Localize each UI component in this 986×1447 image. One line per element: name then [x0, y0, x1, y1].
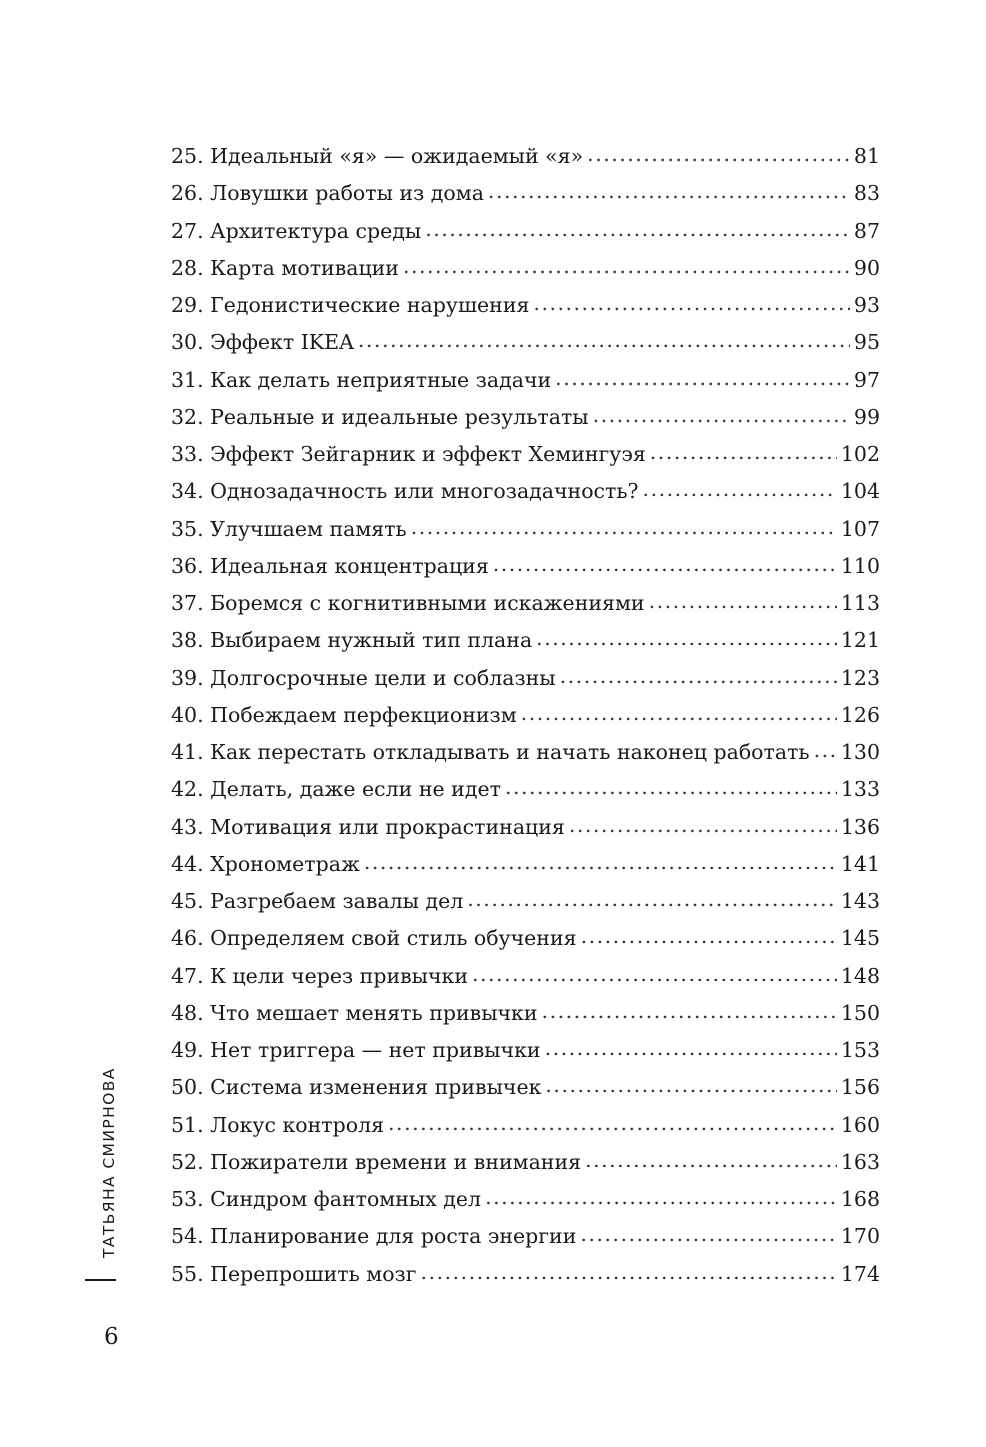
toc-entry: [171, 399, 880, 436]
toc-entry-page: 145: [840, 926, 880, 951]
toc-entry-page: 107: [840, 516, 880, 541]
toc-dot-leader: [505, 769, 837, 806]
toc-entry: [171, 473, 880, 510]
toc-entry-page: 104: [840, 479, 880, 504]
toc-dot-leader: [488, 173, 850, 210]
toc-entry-title: 34. Однозадачность или многозадачность?: [171, 479, 639, 504]
toc-entry-title: 31. Как делать неприятные задачи: [171, 367, 552, 392]
toc-entry-page: 163: [840, 1149, 880, 1174]
toc-entry-page: 130: [840, 740, 880, 764]
toc-entry-title: 51. Локус контроля: [171, 1112, 385, 1137]
toc-entry-page: 150: [840, 1000, 880, 1025]
toc-entry-title: 35. Улучшаем память: [171, 516, 407, 541]
toc-entry: [171, 436, 880, 473]
toc-entry-title: 42. Делать, даже если не идет: [171, 777, 501, 802]
toc-entry: [171, 324, 880, 361]
toc-entry-title: 37. Боремся с когнитивными искажениями: [171, 591, 645, 615]
toc-dot-leader: [643, 471, 837, 508]
toc-dot-leader: [542, 993, 837, 1030]
toc-dot-leader: [536, 620, 837, 657]
toc-dot-leader: [388, 1105, 837, 1142]
toc-entry-title: 41. Как перестать откладывать и начать наконец работать: [171, 740, 810, 764]
page-number: 6: [104, 1324, 119, 1350]
toc-entry: [171, 213, 880, 250]
toc-entry-page: 174: [840, 1261, 880, 1286]
toc-dot-leader: [555, 360, 850, 397]
toc-entry-page: 141: [840, 851, 880, 876]
toc-entry-title: 53. Синдром фантомных дел: [171, 1187, 482, 1211]
toc-entry-title: 33. Эффект Зейгарник и эффект Хемингуэя: [171, 442, 646, 466]
toc-entry: [171, 1032, 880, 1069]
toc-dot-leader: [420, 1254, 836, 1291]
toc-entry-title: 49. Нет триггера — нет привычки: [171, 1038, 541, 1062]
toc-entry-title: 38. Выбираем нужный тип плана: [171, 628, 533, 653]
toc-dot-leader: [533, 285, 849, 322]
toc-entry-title: 32. Реальные и идеальные результаты: [171, 404, 589, 429]
toc-entry-title: 26. Ловушки работы из дома: [171, 181, 484, 206]
toc-entry-title: 52. Пожиратели времени и внимания: [171, 1149, 582, 1174]
toc-entry: [171, 771, 880, 808]
toc-entry-title: 30. Эффект IKEA: [171, 330, 354, 355]
toc-entry-title: 43. Мотивация или прокрастинация: [171, 814, 565, 839]
toc-entry-title: 44. Хронометраж: [171, 851, 360, 876]
toc-entry-title: 36. Идеальная концентрация: [171, 553, 489, 578]
toc-dot-leader: [569, 807, 837, 844]
table-of-contents: [171, 138, 880, 1293]
toc-entry-page: 83: [853, 181, 880, 206]
toc-entry-page: 160: [840, 1112, 880, 1137]
toc-entry: [171, 138, 880, 175]
toc-entry-title: 39. Долгосрочные цели и соблазны: [171, 665, 556, 690]
toc-dot-leader: [585, 1142, 837, 1179]
toc-entry: [171, 846, 880, 883]
toc-entry-page: 90: [853, 255, 880, 280]
toc-entry: [171, 660, 880, 697]
toc-entry-title: 25. Идеальный «я» — ожидаемый «я»: [171, 144, 584, 168]
toc-entry-page: 81: [853, 144, 880, 168]
toc-dot-leader: [650, 434, 837, 471]
toc-dot-leader: [403, 248, 850, 285]
toc-entry: [171, 920, 880, 957]
toc-dot-leader: [364, 844, 837, 881]
toc-dot-leader: [593, 397, 850, 434]
toc-entry-title: 29. Гедонистические нарушения: [171, 293, 530, 317]
toc-entry: [171, 734, 880, 771]
toc-entry-page: 95: [853, 330, 880, 355]
toc-entry-title: 28. Карта мотивации: [171, 255, 399, 280]
toc-entry: [171, 883, 880, 920]
toc-entry: [171, 1218, 880, 1255]
running-head-author: ТАТЬЯНА СМИРНОВА: [100, 1067, 118, 1258]
toc-entry-title: 27. Архитектура среды: [171, 218, 422, 243]
toc-entry: [171, 362, 880, 399]
toc-entry-page: 102: [840, 442, 880, 466]
toc-entry-page: 170: [840, 1224, 880, 1249]
toc-dot-leader: [521, 695, 837, 732]
running-head-rule: [85, 1279, 116, 1281]
toc-entry-title: 40. Побеждаем перфекционизм: [171, 702, 517, 727]
toc-entry-page: 126: [840, 702, 880, 727]
toc-entry: [171, 585, 880, 622]
toc-entry: [171, 250, 880, 287]
toc-entry: [171, 1181, 880, 1218]
toc-dot-leader: [649, 583, 837, 620]
toc-dot-leader: [580, 1216, 837, 1253]
toc-entry: [171, 175, 880, 212]
toc-entry: [171, 995, 880, 1032]
toc-entry-page: 97: [853, 367, 880, 392]
toc-entry: [171, 958, 880, 995]
toc-dot-leader: [493, 546, 837, 583]
toc-dot-leader: [545, 1067, 836, 1104]
toc-entry: [171, 1069, 880, 1106]
toc-dot-leader: [560, 658, 837, 695]
toc-dot-leader: [425, 211, 850, 248]
toc-dot-leader: [587, 136, 850, 173]
toc-dot-leader: [358, 322, 850, 359]
toc-entry-page: 99: [853, 404, 880, 429]
toc-entry: [171, 287, 880, 324]
toc-entry-page: 93: [853, 293, 880, 317]
toc-entry-title: 55. Перепрошить мозг: [171, 1261, 417, 1286]
toc-entry: [171, 697, 880, 734]
toc-dot-leader: [467, 881, 837, 918]
toc-entry-title: 46. Определяем свой стиль обучения: [171, 926, 577, 951]
toc-entry: [171, 1107, 880, 1144]
toc-entry-title: 54. Планирование для роста энергии: [171, 1224, 577, 1249]
toc-dot-leader: [485, 1179, 837, 1216]
toc-entry-page: 121: [840, 628, 880, 653]
toc-entry-page: 148: [840, 963, 880, 988]
toc-entry-title: 48. Что мешает менять привычки: [171, 1000, 538, 1025]
toc-entry-page: 113: [840, 591, 880, 615]
toc-dot-leader: [814, 732, 837, 769]
toc-dot-leader: [411, 509, 837, 546]
toc-entry-page: 156: [840, 1075, 880, 1100]
toc-entry-page: 133: [840, 777, 880, 802]
toc-entry-page: 143: [840, 889, 880, 913]
toc-entry-title: 47. К цели через привычки: [171, 963, 468, 988]
toc-entry-title: 50. Система изменения привычек: [171, 1075, 542, 1100]
toc-entry: [171, 622, 880, 659]
toc-entry-title: 45. Разгребаем завалы дел: [171, 889, 464, 913]
toc-entry-page: 168: [840, 1187, 880, 1211]
toc-dot-leader: [545, 1030, 837, 1067]
toc-entry-page: 153: [840, 1038, 880, 1062]
toc-entry-page: 123: [840, 665, 880, 690]
toc-dot-leader: [472, 956, 837, 993]
toc-entry-page: 110: [840, 553, 880, 578]
toc-entry: [171, 511, 880, 548]
toc-entry: [171, 1144, 880, 1181]
toc-entry: [171, 1256, 880, 1293]
toc-entry-page: 87: [853, 218, 880, 243]
toc-dot-leader: [581, 918, 837, 955]
toc-entry: [171, 809, 880, 846]
toc-entry: [171, 548, 880, 585]
toc-entry-page: 136: [840, 814, 880, 839]
